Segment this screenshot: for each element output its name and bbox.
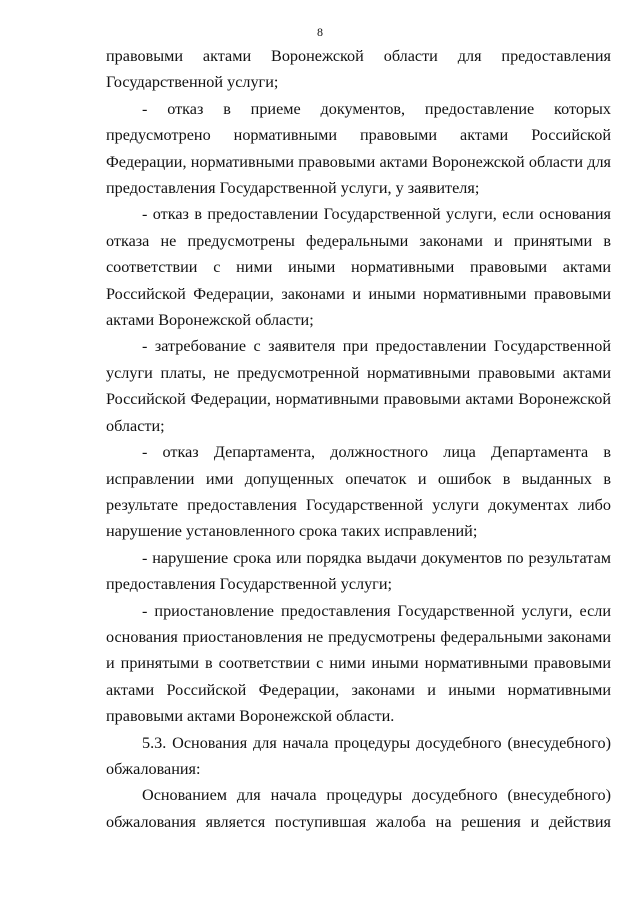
- page-number: 8: [317, 25, 323, 39]
- paragraph-suspension: - приостановление предоставления Государственной услуги, если основания приостановления не предусмотрены федеральными законами и принятыми в соответствии с ними иными нормативными правовыми актами Российской Федерации, законами и иными нормативными правовыми актами Воронежской области.: [106, 601, 611, 726]
- section-heading-5-3: 5.3. Основания для начала процедуры досудебного (внесудебного) обжалования:: [106, 733, 611, 778]
- paragraph-refusal-documents: - отказ в приеме документов, предоставление которых предусмотрено нормативными правовыми актами Российской Федерации, нормативными правовыми актами Воронежской области для предоставления Государственной услуги, у заявителя;: [106, 99, 611, 198]
- paragraph-refusal-service: - отказ в предоставлении Государственной услуги, если основания отказа не предусмотрены федеральными законами и принятыми в соответствии с ними иными нормативными правовыми актами Российской Федерации, законами и иными нормативными правовыми актами Воронежской области;: [106, 205, 611, 330]
- paragraph-payment-demand: - затребование с заявителя при предоставлении Государственной услуги платы, не предусмотренной нормативными правовыми актами Российской Федерации, нормативными правовыми актами Воронежской области;: [106, 337, 611, 435]
- paragraph-legal-acts-continuation: правовыми актами Воронежской области для предоставления Государственной услуги;: [106, 47, 611, 92]
- paragraph-refusal-corrections: - отказ Департамента, должностного лица Департамента в исправлении ими допущенных опечаток и ошибок в выданных в результате предоставления Государственной услуги документах либо нарушение установленного срока таких исправлений;: [106, 443, 611, 541]
- paragraph-deadline-violation: - нарушение срока или порядка выдачи документов по результатам предоставления Государственной услуги;: [106, 548, 611, 594]
- paragraph-grounds-for-appeal: Основанием для начала процедуры досудебного (внесудебного) обжалования является поступившая жалоба на решения и действия: [106, 786, 611, 831]
- document-body: [106, 43, 611, 835]
